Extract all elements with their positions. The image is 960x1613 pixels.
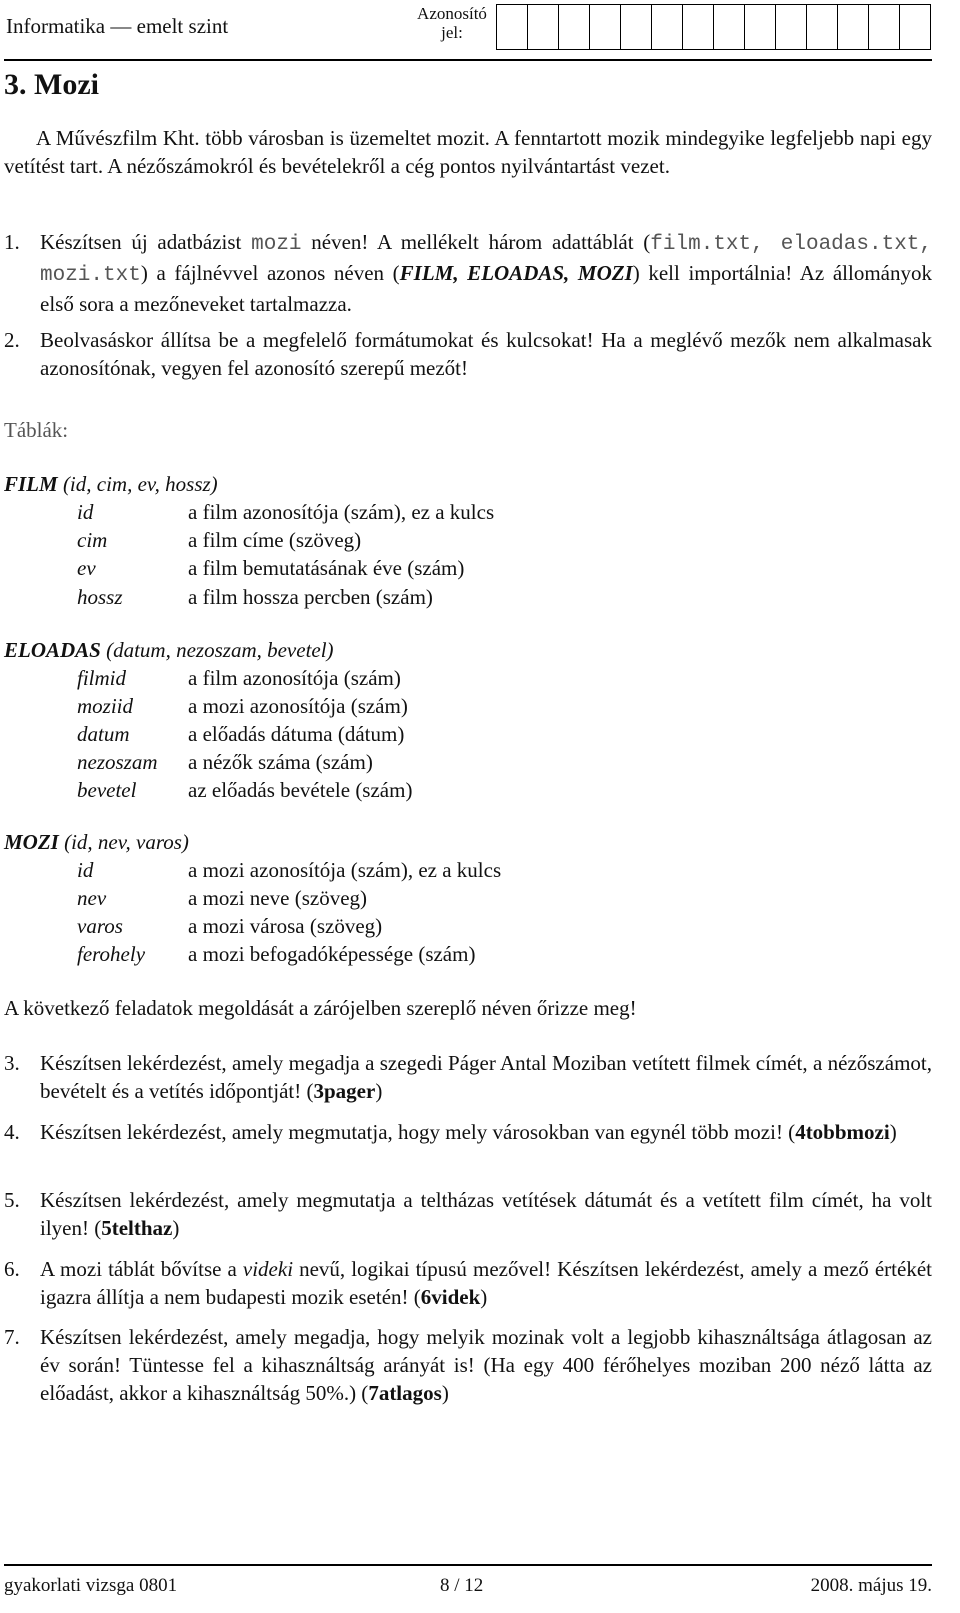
field-name: moziid — [77, 694, 134, 718]
task-text — [40, 1049, 932, 1105]
task-1 — [4, 228, 932, 318]
task-text-part: ) — [172, 1216, 180, 1240]
field-desc: a mozi városa (szöveg) — [188, 914, 383, 938]
save-note: A következő feladatok megoldását a zárójelben szereplő néven őrizze meg! — [4, 996, 637, 1020]
task-text — [40, 228, 932, 318]
field-name: nezoszam — [77, 750, 158, 774]
table-params: (id, nev, varos) — [64, 830, 189, 854]
id-box — [589, 4, 621, 50]
task-text-part: ) — [480, 1285, 488, 1309]
field-name: filmid — [77, 666, 127, 690]
id-boxes — [497, 4, 931, 50]
query-name: 4tobbmozi — [795, 1120, 890, 1144]
task-text — [40, 1255, 932, 1311]
task-text-part: ) — [889, 1120, 897, 1144]
task-number: 1. — [4, 230, 20, 254]
table-params: (id, cim, ev, hossz) — [62, 472, 218, 496]
field-name: datum — [77, 722, 130, 746]
table-params: (datum, nezoszam, bevetel) — [106, 638, 334, 662]
id-box — [682, 4, 714, 50]
task-number: 3. — [4, 1051, 20, 1075]
id-box — [806, 4, 838, 50]
field-desc: a mozi azonosítója (szám), ez a kulcs — [188, 858, 502, 882]
db-name-code: mozi — [251, 233, 302, 256]
field-desc: a előadás dátuma (dátum) — [188, 722, 405, 746]
field-desc: a nézők száma (szám) — [188, 750, 373, 774]
id-label-line1: Azonosító — [417, 4, 487, 23]
table-name: FILM — [4, 472, 58, 496]
field-desc: az előadás bevétele (szám) — [188, 778, 413, 802]
task-text-part: néven! A mellékelt három adattáblát ( — [301, 230, 651, 254]
footer-date: 2008. május 19. — [810, 1575, 932, 1596]
field-name: ferohely — [77, 942, 146, 966]
task-number: 5. — [4, 1188, 20, 1212]
field-desc: a film bemutatásának éve (szám) — [188, 556, 465, 580]
id-box — [558, 4, 590, 50]
task-text-part: ) — [441, 1381, 449, 1405]
table-name: MOZI — [4, 830, 59, 854]
task-text-part: A mozi táblát bővítse a — [40, 1257, 243, 1281]
field-name: bevetel — [77, 778, 137, 802]
task-text-part: ) — [375, 1079, 383, 1103]
id-box — [620, 4, 652, 50]
id-box — [713, 4, 745, 50]
id-box — [651, 4, 683, 50]
field-name: hossz — [77, 585, 123, 609]
id-box — [868, 4, 900, 50]
query-name: 5telthaz — [101, 1216, 173, 1240]
footer-rule — [4, 1564, 932, 1566]
task-number: 2. — [4, 328, 20, 352]
task-7 — [4, 1323, 932, 1407]
task-text-part: Készítsen lekérdezést, amely megadja a szegedi Páger Antal Moziban vetített filmek címét, a nézőszámot, bevételt és a vetítés időpontját! ( — [40, 1051, 932, 1103]
id-label — [416, 4, 488, 42]
field-name-inline: videki — [242, 1257, 294, 1281]
field-name: varos — [77, 914, 123, 938]
id-box — [744, 4, 776, 50]
field-desc: a mozi befogadóképessége (szám) — [188, 942, 476, 966]
page-title: 3. Mozi — [4, 68, 99, 101]
task-5 — [4, 1186, 932, 1242]
task-text — [40, 1323, 932, 1407]
field-desc: a mozi neve (szöveg) — [188, 886, 368, 910]
footer-page-number: 8 / 12 — [440, 1575, 484, 1596]
id-box — [527, 4, 559, 50]
id-box — [899, 4, 931, 50]
task-4 — [4, 1118, 932, 1146]
task-text-part: Készítsen lekérdezést, amely megadja, hogy melyik mozinak volt a legjobb kihasználtsága átlagosan az év során! Tüntesse fel a kihasználtság arányát is! (Ha egy 400 férőhelyes moziban 200 néző látta az előadást, akkor a kihasználtság 50%.) ( — [40, 1325, 932, 1405]
intro-paragraph: A Művészfilm Kht. több városban is üzemeltet mozit. A fenntartott mozik mindegyike legfeljebb napi egy vetítést tart. A nézőszámokról és bevételekről a cég pontos nyilvántartást vezet. — [4, 126, 932, 178]
id-box — [837, 4, 869, 50]
table-names: FILM, ELOADAS, MOZI — [399, 261, 633, 285]
field-name: id — [77, 858, 94, 882]
query-name: 3pager — [313, 1079, 376, 1103]
task-text — [40, 1118, 932, 1146]
task-text-part: Készítsen új adatbázist — [40, 230, 252, 254]
table-title-film — [4, 472, 218, 497]
task-number: 6. — [4, 1257, 20, 1281]
table-name: ELOADAS — [4, 638, 101, 662]
task-number: 7. — [4, 1325, 20, 1349]
task-text-part: Készítsen lekérdezést, amely megmutatja a teltházas vetítések dátumát és a vetített film címét, ha volt ilyen! ( — [40, 1188, 932, 1240]
query-name: 6videk — [420, 1285, 481, 1309]
table-title-mozi — [4, 830, 189, 855]
tables-label: Táblák: — [4, 418, 69, 442]
field-name: cim — [77, 528, 108, 552]
file-names-code: film.txt, eloadas.txt, mozi.txt — [40, 233, 933, 287]
footer-exam: gyakorlati vizsga 0801 — [4, 1575, 178, 1596]
task-6 — [4, 1255, 932, 1311]
id-box — [775, 4, 807, 50]
task-3 — [4, 1049, 932, 1105]
field-name: ev — [77, 556, 96, 580]
task-number: 4. — [4, 1120, 20, 1144]
task-text-part: ) a fájlnévvel azonos néven ( — [140, 261, 400, 285]
table-title-eloadas — [4, 638, 334, 663]
field-desc: a film azonosítója (szám) — [188, 666, 401, 690]
id-label-line2: jel: — [441, 23, 463, 42]
id-box — [496, 4, 528, 50]
task-text-part: ) kell importálnia! Az állományok első sora a mezőneveket tartalmazza. — [40, 261, 932, 316]
query-name: 7atlagos — [368, 1381, 442, 1405]
field-desc: a film címe (szöveg) — [188, 528, 362, 552]
field-desc: a mozi azonosítója (szám) — [188, 694, 408, 718]
task-2 — [4, 326, 932, 382]
field-desc: a film azonosítója (szám), ez a kulcs — [188, 500, 495, 524]
field-desc: a film hossza percben (szám) — [188, 585, 433, 609]
task-text-part: nevű, logikai típusú mezővel! Készítsen lekérdezést, amely a mező értékét igazra állítja a nem budapesti mozik esetén! ( — [40, 1257, 932, 1309]
task-text — [40, 1186, 932, 1242]
field-name: id — [77, 500, 94, 524]
header-subject: Informatika — emelt szint — [6, 14, 229, 38]
field-name: nev — [77, 886, 107, 910]
header-rule — [4, 59, 932, 61]
task-text: Beolvasáskor állítsa be a megfelelő formátumokat és kulcsokat! Ha a meglévő mezők nem alkalmasak azonosítónak, vegyen fel azonosító szerepű mezőt! — [40, 328, 932, 380]
task-text-part: Készítsen lekérdezést, amely megmutatja, hogy mely városokban van egynél több mozi! ( — [40, 1120, 796, 1144]
